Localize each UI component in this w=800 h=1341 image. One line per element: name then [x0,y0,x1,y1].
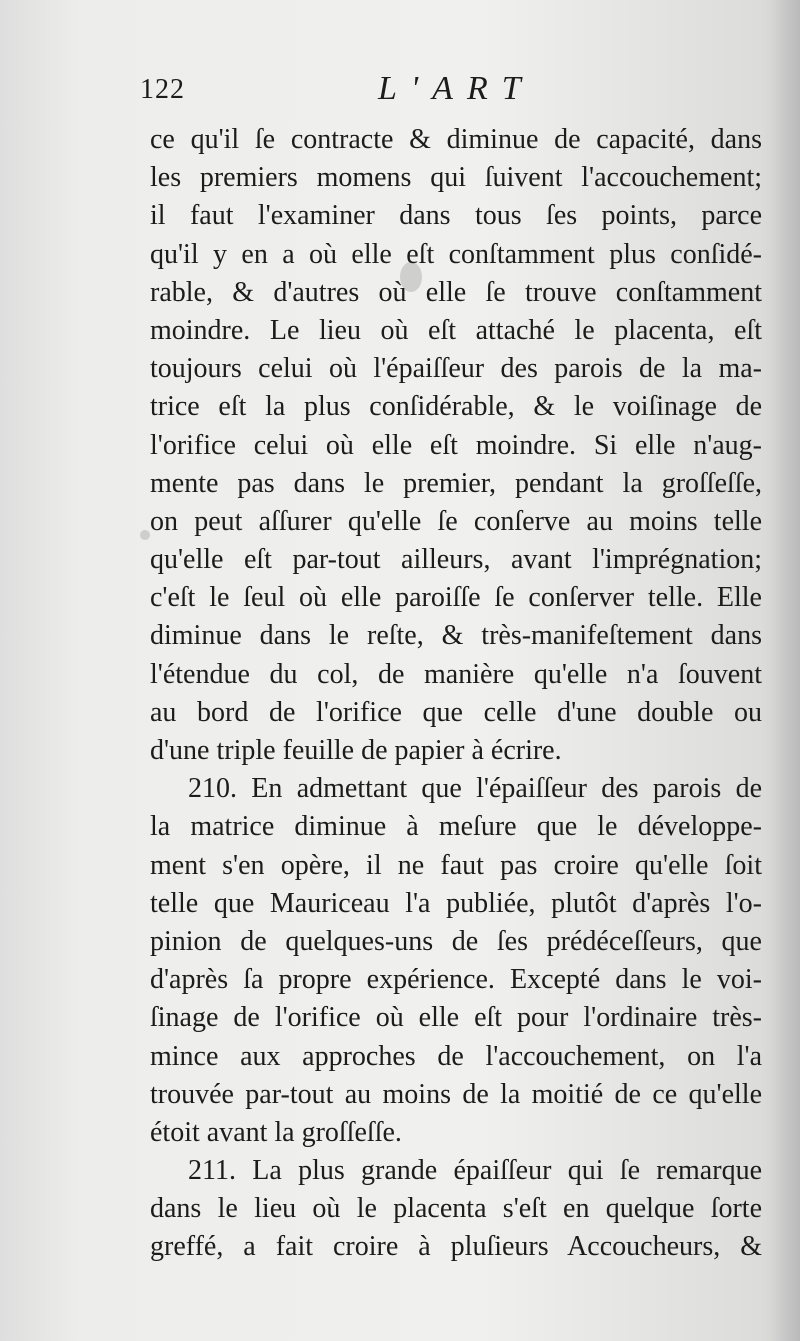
page-number: 122 [140,74,185,105]
text-line: toujours celui où l'épaiſſeur des parois de la ma- [150,353,762,385]
text-line: trice eſt la plus conſidérable, & le voiſinage de [150,391,762,423]
ink-smudge [140,530,150,540]
text-line: ment s'en opère, il ne faut pas croire qu'elle ſoit [150,849,762,881]
paragraph-end-line: d'une triple feuille de papier à écrire. [150,735,562,766]
text-line: au bord de l'orifice que celle d'une double ou [150,696,762,728]
page-edge-shadow [770,0,800,1341]
paragraph-end-line: étoit avant la groſſeſſe. [150,1116,402,1148]
text-line: dans le lieu où le placenta s'eſt en quelque ſorte [150,1193,762,1225]
text-line: mince aux approches de l'accouchement, on l'a [150,1040,762,1072]
text-line: les premiers momens qui ſuivent l'accouchement; [150,162,762,194]
text-line: l'étendue du col, de manière qu'elle n'a ſouvent [150,658,762,690]
body-text [150,121,762,1267]
text-line: diminue dans le reſte, & très-manifeſtement dans [150,620,762,652]
text-line: on peut aſſurer qu'elle ſe conſerve au moins telle [150,505,762,537]
text-line: rable, & d'autres où elle ſe trouve conſtamment [150,276,762,308]
text-line: telle que Mauriceau l'a publiée, plutôt d'après l'o- [150,887,762,919]
text-line: la matrice diminue à meſure que le développe- [150,811,762,843]
text-line: greffé, a fait croire à pluſieurs Accoucheurs, & [150,1231,762,1263]
paragraph-210-start: 210. En admettant que l'épaiſſeur des parois de [188,773,762,805]
text-line: trouvée par-tout au moins de la moitié de ce qu'elle [150,1078,762,1110]
text-line: qu'il y en a où elle eſt conſtamment plus conſidé- [150,238,762,270]
paragraph-211-start: 211. La plus grande épaiſſeur qui ſe remarque [188,1155,762,1187]
text-line: pinion de quelques-uns de ſes prédéceſſeurs, que [150,925,762,957]
text-line: mente pas dans le premier, pendant la groſſeſſe, [150,467,762,499]
text-line: c'eſt le ſeul où elle paroiſſe ſe conſerver telle. Elle [150,582,762,614]
text-line: il faut l'examiner dans tous ſes points, parce [150,200,762,232]
text-line: l'orifice celui où elle eſt moindre. Si elle n'aug- [150,429,762,461]
running-title: L'ART [378,70,535,107]
text-line: moindre. Le lieu où eſt attaché le placenta, eſt [150,314,762,346]
text-line: ce qu'il ſe contracte & diminue de capacité, dans [150,124,762,155]
text-line: d'après ſa propre expérience. Excepté dans le voi- [150,964,762,996]
text-line: ſinage de l'orifice où elle eſt pour l'ordinaire très- [150,1002,762,1034]
text-line: qu'elle eſt par-tout ailleurs, avant l'imprégnation; [150,544,762,576]
page-header [140,70,740,120]
